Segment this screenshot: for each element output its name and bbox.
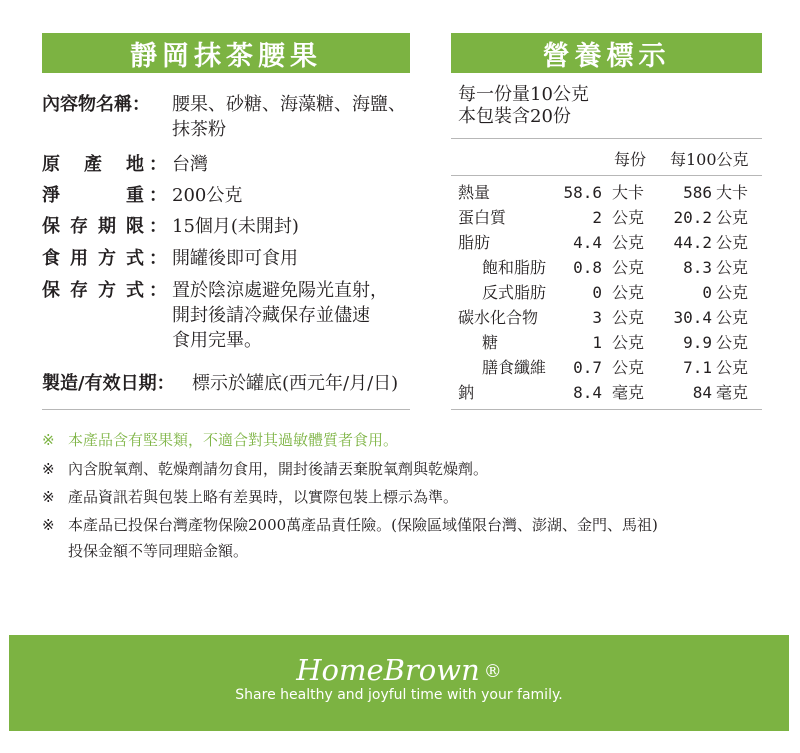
per-100g-unit: 公克 [716, 308, 749, 327]
per-100g-unit: 公克 [716, 283, 749, 302]
per-100g-value: 9.9 [683, 333, 712, 352]
per-serving-value: 0.8 [573, 258, 602, 277]
per-100g-unit: 毫克 [716, 383, 749, 402]
per-serving-value: 3 [592, 308, 602, 327]
net-weight-value: 200公克 [172, 185, 243, 206]
nutrition-title: 營養標示 [542, 40, 671, 72]
shelf-life-value: 15個月(未開封) [172, 216, 299, 237]
nutrition-row [458, 355, 758, 380]
serving-size: 每一份量10公克 [458, 84, 589, 105]
note-text-line1: 本產品已投保台灣產物保險2000萬產品責任險。(保險區域僅限台灣、澎湖、金門、馬祖) [68, 516, 658, 534]
per-100g-unit: 公克 [716, 333, 749, 352]
per-100g-unit: 公克 [716, 233, 749, 252]
origin-label: 原 產 地 [42, 154, 144, 175]
per-serving-value: 8.4 [573, 383, 602, 402]
nutrition-row [458, 280, 758, 305]
usage-label: 食 用 方 式 [42, 248, 144, 269]
per-100g-value: 30.4 [673, 308, 712, 327]
nutrition-row [458, 255, 758, 280]
per-100g-value: 20.2 [673, 208, 712, 227]
per-100g-value: 7.1 [683, 358, 712, 377]
per-serving-value: 4.4 [573, 233, 602, 252]
usage-value: 開罐後即可食用 [172, 248, 298, 269]
shelf-life-label: 保 存 期 限 [42, 216, 144, 237]
note-mark: ※ [42, 488, 55, 506]
per-100g-value: 84 [692, 383, 712, 402]
per-serving-unit: 公克 [612, 358, 645, 377]
net-weight-label: 淨 重 [42, 185, 144, 206]
per-100g-value: 0 [702, 283, 712, 302]
net-weight-colon: ： [149, 185, 167, 206]
per-serving-unit: 公克 [612, 258, 645, 277]
per-100g-value: 586 [683, 183, 712, 202]
note-mark: ※ [42, 431, 55, 449]
per-serving-value: 1 [592, 333, 602, 352]
nutrient-name: 熱量 [458, 183, 491, 202]
storage-value-line2: 開封後請冷藏保存並儘速 [172, 305, 370, 326]
per-100g-value: 8.3 [683, 258, 712, 277]
nutrition-row [458, 305, 758, 330]
note-text: 產品資訊若與包裝上略有差異時，以實際包裝上標示為準。 [68, 488, 459, 506]
note-text: 本產品含有堅果類，不適合對其過敏體質者食用。 [68, 431, 399, 449]
per-serving-unit: 公克 [612, 208, 645, 227]
usage-colon: ： [149, 248, 167, 269]
nutrition-row [458, 330, 758, 355]
expiry-value: 標示於罐底(西元年/月/日) [192, 373, 399, 394]
contents-value-line1: 腰果、砂糖、海藻糖、海鹽、 [172, 94, 406, 115]
per-serving-unit: 大卡 [612, 183, 645, 202]
nutrition-columns-rule [451, 175, 762, 176]
per-100g-unit: 公克 [716, 358, 749, 377]
expiry-label: 製造/有效日期： [42, 373, 175, 394]
note-mark: ※ [42, 516, 55, 534]
nutrient-name: 碳水化合物 [458, 308, 539, 327]
nutrient-name: 鈉 [458, 383, 475, 402]
col-header-per-serving: 每份 [614, 150, 647, 169]
brand-footer [9, 635, 789, 731]
note-text-line2: 投保金額不等同理賠金額。 [68, 542, 249, 560]
brand-tagline: Share healthy and joyful time with your family. [235, 687, 563, 703]
servings-per-pack: 本包裝含20份 [458, 106, 571, 127]
note-mark: ※ [42, 460, 55, 478]
col-header-per-100g: 每100公克 [670, 150, 749, 169]
nutrient-name: 膳食纖維 [482, 358, 547, 377]
per-100g-unit: 大卡 [716, 183, 749, 202]
per-serving-unit: 公克 [612, 308, 645, 327]
per-serving-value: 0.7 [573, 358, 602, 377]
right-divider [451, 409, 762, 410]
nutrition-row [458, 230, 758, 255]
per-serving-value: 58.6 [563, 183, 602, 202]
nutrition-row [458, 180, 758, 205]
per-serving-unit: 公克 [612, 333, 645, 352]
nutrient-name: 蛋白質 [458, 208, 507, 227]
nutrient-name: 糖 [482, 333, 499, 352]
per-serving-unit: 毫克 [612, 383, 645, 402]
per-100g-unit: 公克 [716, 258, 749, 277]
storage-colon: ： [149, 280, 167, 301]
per-serving-unit: 公克 [612, 283, 645, 302]
storage-label: 保 存 方 式 [42, 280, 144, 301]
product-title: 靜岡抹茶腰果 [130, 40, 322, 72]
storage-value-line3: 食用完畢。 [172, 330, 262, 351]
storage-value-line1: 置於陰涼處避免陽光直射， [172, 280, 388, 301]
per-100g-unit: 公克 [716, 208, 749, 227]
per-100g-value: 44.2 [673, 233, 712, 252]
left-divider [42, 409, 410, 410]
brand-logo [9, 653, 789, 687]
shelf-life-colon: ： [149, 216, 167, 237]
nutrition-header-rule [451, 138, 762, 139]
nutrition-row [458, 380, 758, 405]
per-serving-unit: 公克 [612, 233, 645, 252]
nutrient-name: 飽和脂肪 [482, 258, 547, 277]
nutrient-name: 反式脂肪 [482, 283, 547, 302]
nutrient-name: 脂肪 [458, 233, 491, 252]
nutrition-row [458, 205, 758, 230]
note-text: 內含脫氧劑、乾燥劑請勿食用，開封後請丟棄脫氧劑與乾燥劑。 [68, 460, 489, 478]
origin-value: 台灣 [172, 154, 208, 175]
product-title-banner [42, 33, 410, 73]
contents-value-line2: 抹茶粉 [172, 119, 226, 140]
brand-name: HomeBrown [296, 653, 480, 687]
nutrition-title-banner [451, 33, 762, 73]
per-serving-value: 2 [592, 208, 602, 227]
registered-mark: ® [483, 661, 502, 682]
contents-label: 內容物名稱： [42, 94, 150, 115]
per-serving-value: 0 [592, 283, 602, 302]
origin-colon: ： [149, 154, 167, 175]
